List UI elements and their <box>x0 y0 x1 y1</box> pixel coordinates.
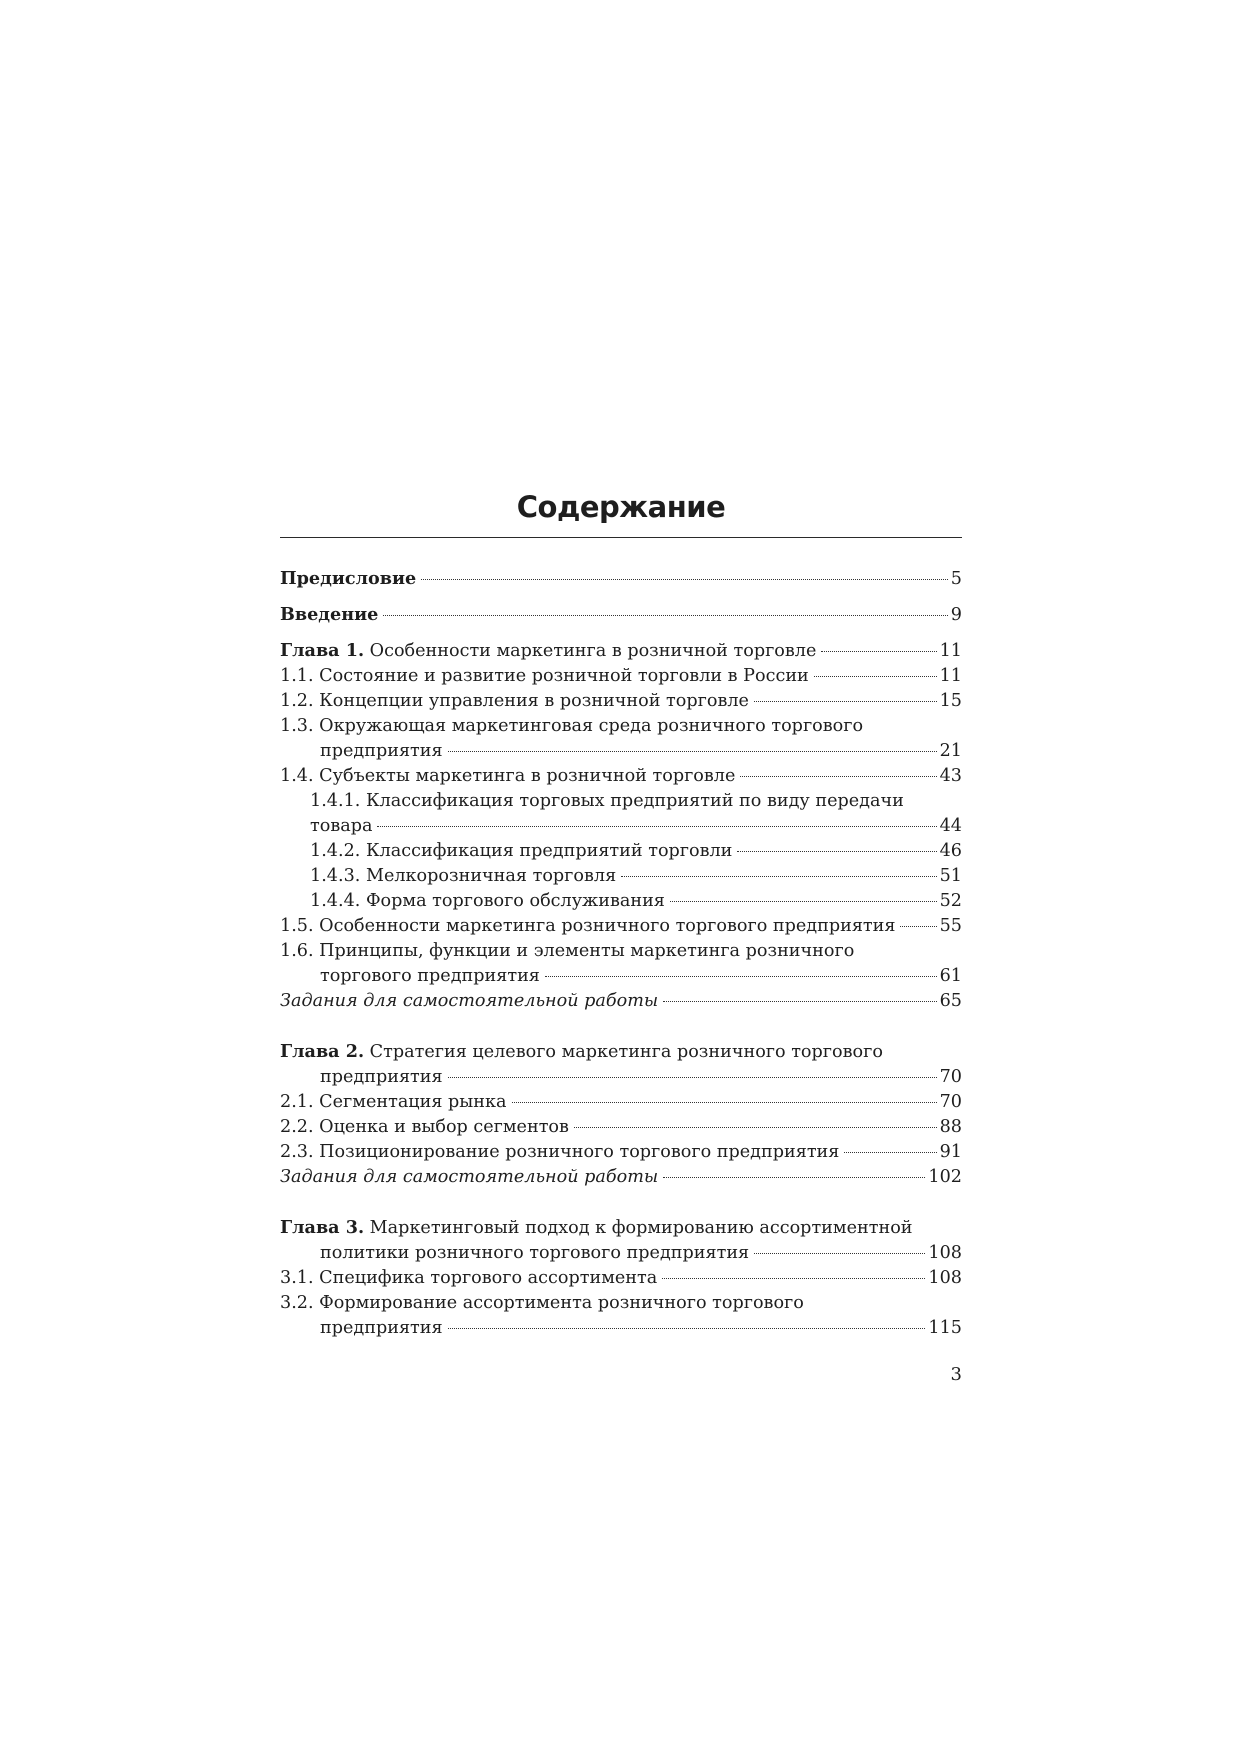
toc-entry-label: 3.2. Формирование ассортимента розничного торгового <box>280 1293 804 1313</box>
dot-leader <box>662 1278 925 1279</box>
toc-entry-ch2-tasks[interactable] <box>280 1165 962 1190</box>
dot-leader <box>663 1177 925 1178</box>
dot-leader <box>844 1152 936 1153</box>
page-title: Содержание <box>280 490 962 538</box>
toc-page-number: 70 <box>939 1067 962 1087</box>
dot-leader <box>383 615 947 616</box>
toc-page-number: 91 <box>939 1142 962 1162</box>
chapter-prefix: Глава 1. <box>280 640 365 661</box>
toc-entry-label: Стратегия целевого маркетинга розничного торгового <box>369 1042 883 1062</box>
dot-leader <box>448 751 937 752</box>
toc-page-number: 9 <box>950 605 962 625</box>
toc-entry-2-3[interactable] <box>280 1140 962 1165</box>
dot-leader <box>512 1102 937 1103</box>
dot-leader <box>740 776 936 777</box>
dot-leader <box>448 1077 937 1078</box>
toc-entry-1-1[interactable] <box>280 664 962 689</box>
toc-entry-label: Предисловие <box>280 568 417 589</box>
toc-entry-label-cont: товара <box>310 816 373 836</box>
toc-page-number: 108 <box>928 1268 962 1288</box>
toc-entry-label: 1.3. Окружающая маркетинговая среда розничного торгового <box>280 716 864 736</box>
dot-leader <box>545 976 937 977</box>
toc-entry-label: Маркетинговый подход к формированию ассортиментной <box>369 1218 913 1238</box>
dot-leader <box>621 876 936 877</box>
toc-entry-label: 2.1. Сегментация рынка <box>280 1092 507 1112</box>
dot-leader <box>814 676 937 677</box>
toc-entry-1-2[interactable] <box>280 689 962 714</box>
dot-leader <box>448 1328 926 1329</box>
toc-entry-1-4-1[interactable] <box>280 789 962 839</box>
dot-leader <box>754 1253 925 1254</box>
toc-entry-1-3[interactable] <box>280 714 962 764</box>
toc-page-number: 5 <box>950 569 962 589</box>
toc-entry-label: 1.2. Концепции управления в розничной торговле <box>280 691 749 711</box>
toc-entry-1-5[interactable] <box>280 914 962 939</box>
dot-leader <box>754 701 937 702</box>
toc-page-number: 43 <box>939 766 962 786</box>
toc-entry-label: Задания для самостоятельной работы <box>280 991 659 1011</box>
toc-entry-intro[interactable] <box>280 602 962 628</box>
toc-page-number: 65 <box>939 991 962 1011</box>
toc-entry-label-cont: предприятия <box>320 1067 443 1087</box>
toc-entry-chapter-3[interactable] <box>280 1215 962 1266</box>
toc-page-number: 11 <box>939 641 962 661</box>
toc-page-number: 55 <box>939 916 962 936</box>
toc-entry-label-cont: предприятия <box>320 741 443 761</box>
dot-leader <box>574 1127 937 1128</box>
toc-entry-chapter-2[interactable] <box>280 1039 962 1090</box>
toc-entry-3-1[interactable] <box>280 1266 962 1291</box>
dot-leader <box>421 579 948 580</box>
toc-entry-chapter-1[interactable] <box>280 638 962 664</box>
toc-entry-1-4-2[interactable] <box>310 839 962 864</box>
toc-page <box>280 490 962 1341</box>
toc-entry-preface[interactable] <box>280 566 962 592</box>
toc-page-number: 11 <box>939 666 962 686</box>
toc-page-number: 46 <box>939 841 962 861</box>
dot-leader <box>737 851 936 852</box>
page-number: 3 <box>950 1364 962 1385</box>
toc-page-number: 115 <box>928 1318 962 1338</box>
toc-page-number: 61 <box>939 966 962 986</box>
toc-entry-label: 1.4. Субъекты маркетинга в розничной торговле <box>280 766 736 786</box>
toc-entry-label: 1.6. Принципы, функции и элементы маркетинга розничного <box>280 941 855 961</box>
toc-entry-label: Задания для самостоятельной работы <box>280 1167 659 1187</box>
dot-leader <box>670 901 937 902</box>
toc-entry-label-cont: торгового предприятия <box>320 966 540 986</box>
toc-page-number: 44 <box>939 816 962 836</box>
dot-leader <box>663 1001 936 1002</box>
toc-entry-label-cont: политики розничного торгового предприятия <box>320 1243 750 1263</box>
toc-entry-label-cont: предприятия <box>320 1318 443 1338</box>
toc-entry-label: 2.3. Позиционирование розничного торгового предприятия <box>280 1142 840 1162</box>
toc-page-number: 108 <box>928 1243 962 1263</box>
toc-entry-2-2[interactable] <box>280 1115 962 1140</box>
toc-page-number: 52 <box>939 891 962 911</box>
toc-entry-1-4-4[interactable] <box>310 889 962 914</box>
toc-entry-label: 3.1. Специфика торгового ассортимента <box>280 1268 658 1288</box>
toc-page-number: 15 <box>939 691 962 711</box>
toc-entry-label: 1.1. Состояние и развитие розничной торговли в России <box>280 666 809 686</box>
chapter-prefix: Глава 3. <box>280 1217 365 1238</box>
chapter-prefix: Глава 2. <box>280 1041 365 1062</box>
dot-leader <box>821 651 936 652</box>
toc-entry-2-1[interactable] <box>280 1090 962 1115</box>
toc-entry-label: Введение <box>280 604 379 625</box>
toc-page-number: 88 <box>939 1117 962 1137</box>
toc-entry-label: 1.4.2. Классификация предприятий торговли <box>310 841 733 861</box>
toc-entry-3-2[interactable] <box>280 1291 962 1341</box>
toc-entry-ch1-tasks[interactable] <box>280 989 962 1014</box>
dot-leader <box>900 926 936 927</box>
toc-page-number: 51 <box>939 866 962 886</box>
toc-entry-label: 1.4.3. Мелкорозничная торговля <box>310 866 617 886</box>
toc-entry-1-4-3[interactable] <box>310 864 962 889</box>
toc-page-number: 70 <box>939 1092 962 1112</box>
toc-entry-1-4[interactable] <box>280 764 962 789</box>
toc-page-number: 102 <box>928 1167 962 1187</box>
toc-entry-label: 1.5. Особенности маркетинга розничного торгового предприятия <box>280 916 896 936</box>
toc-list <box>280 566 962 1341</box>
toc-entry-label: 2.2. Оценка и выбор сегментов <box>280 1117 569 1137</box>
toc-entry-label: 1.4.1. Классификация торговых предприятий по виду передачи <box>310 791 904 811</box>
toc-entry-label: 1.4.4. Форма торгового обслуживания <box>310 891 665 911</box>
toc-entry-label: Особенности маркетинга в розничной торговле <box>369 641 817 661</box>
dot-leader <box>377 826 936 827</box>
toc-page-number: 21 <box>939 741 962 761</box>
toc-entry-1-6[interactable] <box>280 939 962 989</box>
